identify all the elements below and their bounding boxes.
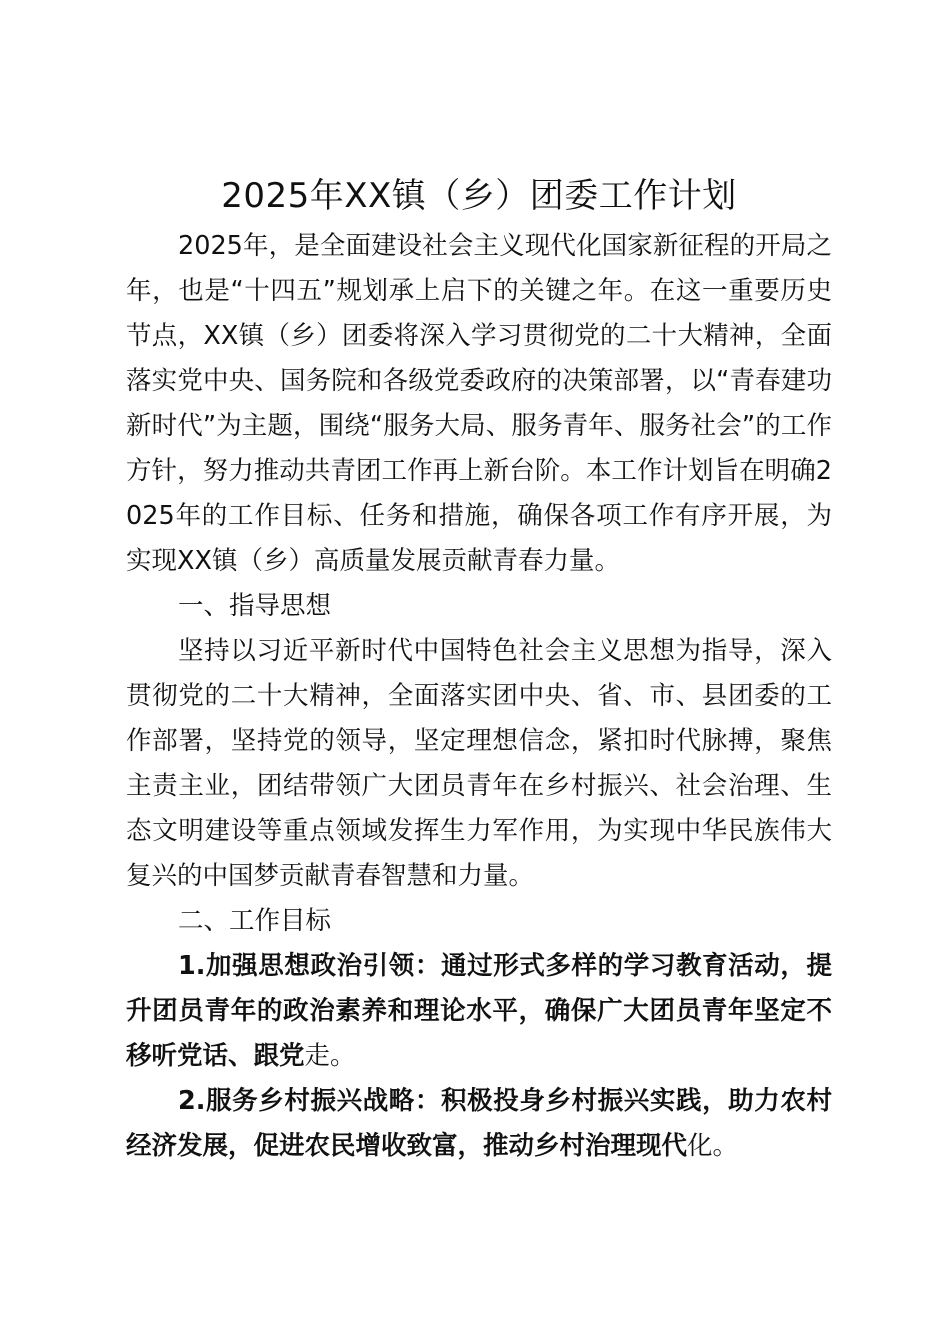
document-title: 2025年XX镇（乡）团委工作计划 — [221, 176, 737, 216]
goal-item-1 — [126, 944, 832, 1079]
goal-item-1-tail: 走。 — [304, 1041, 356, 1071]
goal-item-2-text: 2.服务乡村振兴战略：积极投身乡村振兴实践，助力农村经济发展，促进农民增收致富，推动乡村治理现代 — [126, 1086, 832, 1161]
goal-item-2 — [126, 1079, 832, 1169]
document-content — [126, 170, 832, 1169]
guiding-ideology-paragraph: 坚持以习近平新时代中国特色社会主义思想为指导，深入贯彻党的二十大精神，全面落实团中央、省、市、县团委的工作部署，坚持党的领导，坚定理想信念，紧扣时代脉搏，聚焦主责主业，团结带领广大团员青年在乡村振兴、社会治理、生态文明建设等重点领域发挥生力军作用，为实现中华民族伟大复兴的中国梦贡献青春智慧和力量。 — [126, 636, 832, 891]
goal-item-2-tail: 化。 — [687, 1131, 739, 1161]
intro-paragraph: 2025年，是全面建设社会主义现代化国家新征程的开局之年，也是“十四五”规划承上启下的关键之年。在这一重要历史节点，XX镇（乡）团委将深入学习贯彻党的二十大精神，全面落实党中央、国务院和各级党委政府的决策部署，以“青春建功新时代”为主题，围绕“服务大局、服务青年、服务社会”的工作方针，努力推动共青团工作再上新台阶。本工作计划旨在明确2025年的工作目标、任务和措施，确保各项工作有序开展，为实现XX镇（乡）高质量发展贡献青春力量。 — [126, 231, 832, 576]
section-heading-work-goals: 二、工作目标 — [178, 906, 332, 936]
goal-item-1-text: 1.加强思想政治引领：通过形式多样的学习教育活动，提升团员青年的政治素养和理论水平，确保广大团员青年坚定不移听党话、跟党 — [126, 951, 832, 1071]
section-heading-guiding-ideology: 一、指导思想 — [178, 591, 332, 621]
